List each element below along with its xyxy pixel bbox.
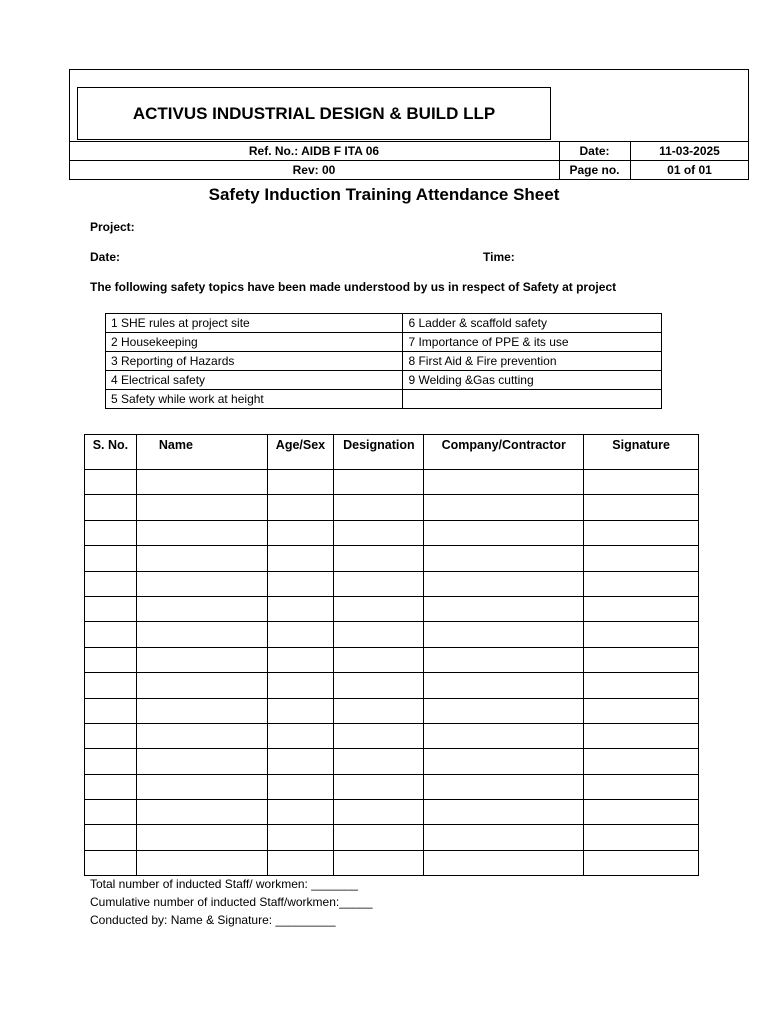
attendance-row	[85, 774, 699, 799]
attendance-row	[85, 850, 699, 875]
attendance-cell[interactable]	[267, 495, 334, 520]
attendance-cell[interactable]	[136, 774, 267, 799]
topic-cell: 2 Housekeeping	[106, 333, 403, 352]
attendance-cell[interactable]	[584, 749, 699, 774]
attendance-cell[interactable]	[334, 698, 424, 723]
revision: Rev: 00	[292, 163, 336, 177]
attendance-cell[interactable]	[267, 749, 334, 774]
attendance-cell[interactable]	[424, 571, 584, 596]
attendance-cell[interactable]	[334, 825, 424, 850]
attendance-cell[interactable]	[424, 520, 584, 545]
attendance-cell[interactable]	[267, 520, 334, 545]
attendance-cell[interactable]	[85, 596, 137, 621]
attendance-cell[interactable]	[424, 622, 584, 647]
cumulative-inducted: Cumulative number of inducted Staff/workmen:_____	[90, 895, 373, 909]
attendance-cell[interactable]	[584, 800, 699, 825]
intro-text: The following safety topics have been made understood by us in respect of Safety at project	[90, 280, 617, 294]
attendance-row	[85, 571, 699, 596]
attendance-cell[interactable]	[334, 800, 424, 825]
attendance-cell[interactable]	[85, 800, 137, 825]
attendance-cell[interactable]	[267, 673, 334, 698]
attendance-cell[interactable]	[85, 495, 137, 520]
attendance-cell[interactable]	[136, 622, 267, 647]
attendance-row	[85, 520, 699, 545]
attendance-cell[interactable]	[85, 850, 137, 875]
document-title: Safety Induction Training Attendance Sheet	[208, 185, 560, 204]
attendance-cell[interactable]	[424, 749, 584, 774]
attendance-cell[interactable]	[424, 470, 584, 495]
topic-row	[106, 390, 662, 409]
attendance-cell[interactable]	[136, 673, 267, 698]
attendance-cell[interactable]	[424, 774, 584, 799]
attendance-cell[interactable]	[267, 571, 334, 596]
attendance-cell[interactable]	[334, 571, 424, 596]
project-field: Project:	[90, 220, 135, 234]
attendance-cell[interactable]	[584, 698, 699, 723]
attendance-cell[interactable]	[136, 596, 267, 621]
attendance-cell[interactable]	[334, 647, 424, 672]
attendance-row	[85, 825, 699, 850]
col-age-sex: Age/Sex	[267, 435, 334, 470]
attendance-cell[interactable]	[334, 673, 424, 698]
attendance-row	[85, 470, 699, 495]
attendance-cell[interactable]	[267, 774, 334, 799]
attendance-cell[interactable]	[85, 470, 137, 495]
attendance-cell[interactable]	[267, 596, 334, 621]
safety-topics-table	[105, 313, 662, 409]
attendance-cell[interactable]	[424, 495, 584, 520]
attendance-row	[85, 698, 699, 723]
attendance-cell[interactable]	[424, 596, 584, 621]
attendance-cell[interactable]	[267, 622, 334, 647]
attendance-cell[interactable]	[136, 571, 267, 596]
attendance-cell[interactable]	[334, 470, 424, 495]
attendance-cell[interactable]	[584, 495, 699, 520]
col-name: Name	[136, 435, 267, 470]
attendance-table	[84, 434, 699, 876]
topic-row	[106, 333, 662, 352]
attendance-row	[85, 495, 699, 520]
topic-cell: 3 Reporting of Hazards	[106, 352, 403, 371]
attendance-cell[interactable]	[424, 850, 584, 875]
attendance-cell[interactable]	[267, 698, 334, 723]
conducted-by: Conducted by: Name & Signature: _________	[90, 913, 336, 927]
attendance-cell[interactable]	[334, 622, 424, 647]
attendance-cell[interactable]	[334, 520, 424, 545]
attendance-cell[interactable]	[267, 470, 334, 495]
topic-cell: 7 Importance of PPE & its use	[403, 333, 662, 352]
attendance-cell[interactable]	[136, 723, 267, 748]
attendance-cell[interactable]	[85, 673, 137, 698]
attendance-cell[interactable]	[85, 749, 137, 774]
topic-row	[106, 352, 662, 371]
topic-cell: 5 Safety while work at height	[106, 390, 403, 409]
col-company: Company/Contractor	[424, 435, 584, 470]
ref-number: Ref. No.: AIDB F ITA 06	[248, 143, 380, 158]
attendance-cell[interactable]	[584, 825, 699, 850]
attendance-cell[interactable]	[136, 800, 267, 825]
attendance-cell[interactable]	[136, 698, 267, 723]
attendance-cell[interactable]	[334, 749, 424, 774]
topic-cell: 9 Welding &Gas cutting	[403, 371, 662, 390]
attendance-cell[interactable]	[334, 546, 424, 571]
attendance-cell[interactable]	[584, 723, 699, 748]
attendance-cell[interactable]	[85, 546, 137, 571]
attendance-cell[interactable]	[334, 723, 424, 748]
topic-row	[106, 314, 662, 333]
attendance-row	[85, 723, 699, 748]
attendance-cell[interactable]	[267, 723, 334, 748]
topic-cell	[403, 390, 662, 409]
attendance-cell[interactable]	[584, 673, 699, 698]
attendance-cell[interactable]	[136, 495, 267, 520]
attendance-cell[interactable]	[85, 825, 137, 850]
page-value: 01 of 01	[667, 163, 712, 177]
page-label: Page no.	[569, 163, 620, 177]
attendance-cell[interactable]	[267, 800, 334, 825]
total-inducted: Total number of inducted Staff/ workmen: _______	[90, 877, 358, 891]
attendance-cell[interactable]	[424, 698, 584, 723]
attendance-cell[interactable]	[85, 622, 137, 647]
attendance-cell[interactable]	[85, 571, 137, 596]
attendance-cell[interactable]	[424, 546, 584, 571]
attendance-cell[interactable]	[136, 647, 267, 672]
attendance-cell[interactable]	[267, 647, 334, 672]
attendance-cell[interactable]	[584, 850, 699, 875]
attendance-cell[interactable]	[85, 647, 137, 672]
attendance-cell[interactable]	[334, 850, 424, 875]
company-name: ACTIVUS INDUSTRIAL DESIGN & BUILD LLP	[77, 87, 551, 140]
attendance-cell[interactable]	[136, 470, 267, 495]
attendance-row	[85, 622, 699, 647]
topic-cell: 6 Ladder & scaffold safety	[403, 314, 662, 333]
attendance-header-row	[85, 435, 699, 470]
attendance-cell[interactable]	[136, 825, 267, 850]
date-field: Date:	[90, 250, 121, 264]
topic-cell: 4 Electrical safety	[106, 371, 403, 390]
attendance-row	[85, 647, 699, 672]
attendance-cell[interactable]	[267, 825, 334, 850]
attendance-cell[interactable]	[334, 495, 424, 520]
col-sno: S. No.	[85, 435, 137, 470]
attendance-cell[interactable]	[136, 749, 267, 774]
attendance-cell[interactable]	[267, 850, 334, 875]
attendance-cell[interactable]	[584, 596, 699, 621]
attendance-cell[interactable]	[584, 647, 699, 672]
attendance-cell[interactable]	[584, 470, 699, 495]
attendance-cell[interactable]	[424, 647, 584, 672]
attendance-cell[interactable]	[584, 622, 699, 647]
attendance-cell[interactable]	[424, 723, 584, 748]
attendance-cell[interactable]	[334, 774, 424, 799]
attendance-cell[interactable]	[267, 546, 334, 571]
attendance-cell[interactable]	[424, 800, 584, 825]
attendance-cell[interactable]	[424, 825, 584, 850]
attendance-row	[85, 673, 699, 698]
attendance-cell[interactable]	[584, 520, 699, 545]
attendance-cell[interactable]	[136, 520, 267, 545]
col-designation: Designation	[334, 435, 424, 470]
time-field: Time:	[483, 250, 515, 264]
attendance-row	[85, 800, 699, 825]
attendance-cell[interactable]	[584, 571, 699, 596]
attendance-row	[85, 749, 699, 774]
date-label: Date:	[579, 143, 610, 158]
attendance-cell[interactable]	[136, 850, 267, 875]
date-value: 11-03-2025	[659, 143, 720, 158]
attendance-cell[interactable]	[85, 723, 137, 748]
attendance-cell[interactable]	[85, 520, 137, 545]
attendance-cell[interactable]	[584, 546, 699, 571]
topic-row	[106, 371, 662, 390]
topic-cell: 1 SHE rules at project site	[106, 314, 403, 333]
attendance-row	[85, 546, 699, 571]
col-signature: Signature	[584, 435, 699, 470]
attendance-cell[interactable]	[136, 546, 267, 571]
attendance-cell[interactable]	[334, 596, 424, 621]
attendance-cell[interactable]	[85, 698, 137, 723]
attendance-cell[interactable]	[85, 774, 137, 799]
topic-cell: 8 First Aid & Fire prevention	[403, 352, 662, 371]
attendance-row	[85, 596, 699, 621]
attendance-cell[interactable]	[584, 774, 699, 799]
attendance-cell[interactable]	[424, 673, 584, 698]
